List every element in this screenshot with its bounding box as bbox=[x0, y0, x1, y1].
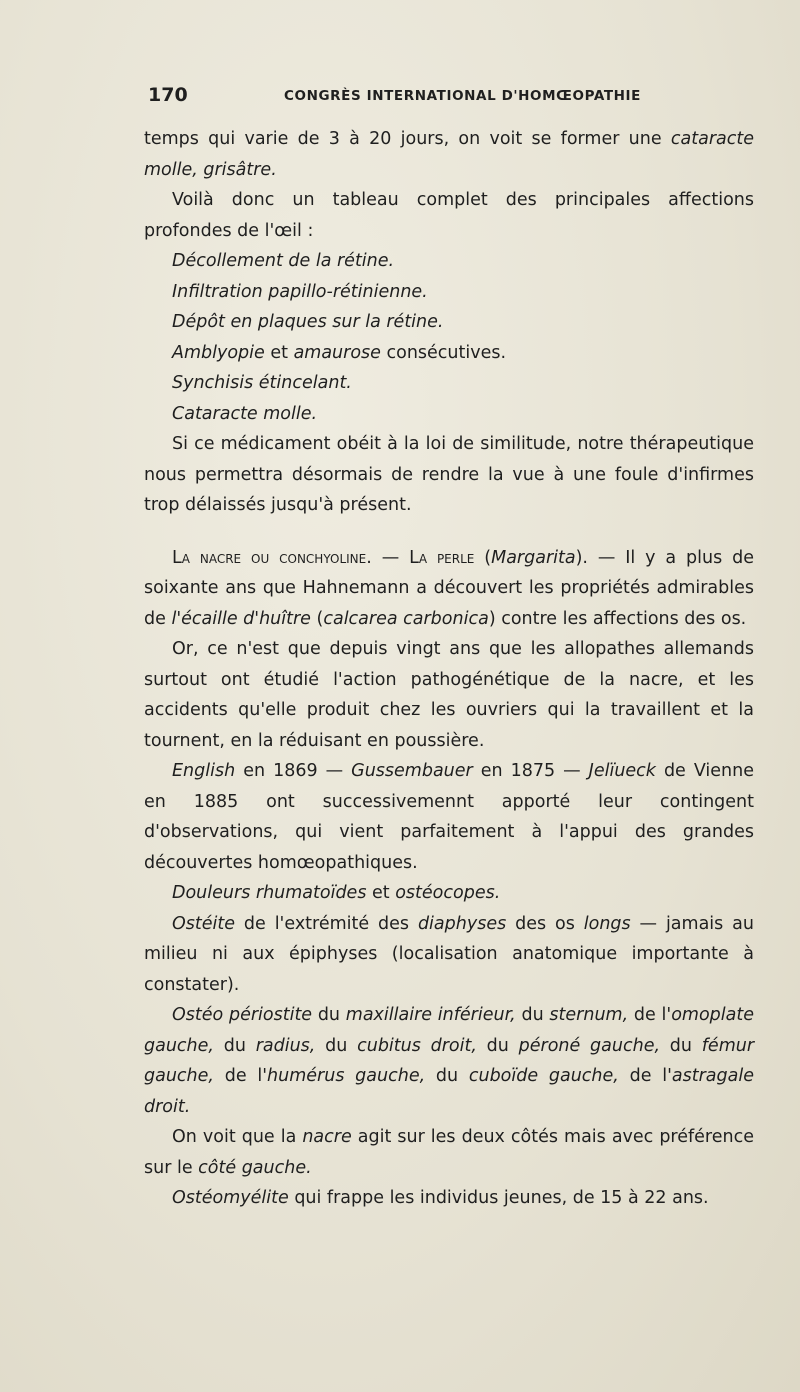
text-span: en 1869 — bbox=[235, 761, 352, 781]
list-item bbox=[144, 246, 754, 277]
italic-span: maxillaire inférieur, bbox=[345, 1005, 516, 1025]
text-span: de l'extrémité des bbox=[235, 913, 418, 934]
text-span: consécutives. bbox=[380, 342, 507, 363]
page-number: 170 bbox=[148, 84, 188, 106]
italic-span: Ostéomyélite bbox=[172, 1188, 289, 1208]
paragraph-11 bbox=[144, 1183, 754, 1214]
list-item bbox=[144, 368, 754, 399]
italic-span: Ostéite bbox=[172, 913, 236, 934]
section-paragraph bbox=[144, 543, 754, 635]
text-span: du bbox=[425, 1066, 469, 1086]
italic-span: ostéocopes. bbox=[395, 883, 501, 903]
paragraph-3: Si ce médicament obéit à la loi de similitude, notre thérapeutique nous permettra désormais de rendre la vue à une foule d'infirmes trop délaissés jusqu'à présent. bbox=[144, 434, 754, 515]
text-span: et bbox=[366, 883, 396, 903]
text-span: du bbox=[315, 1035, 358, 1056]
text-span: du bbox=[476, 1035, 519, 1056]
italic-span: cataracte molle, grisâtre. bbox=[144, 129, 754, 180]
italic-span: Dépôt en plaques sur la rétine. bbox=[172, 312, 444, 332]
text-span: ( bbox=[310, 608, 324, 629]
text-span: On voit que la bbox=[172, 1127, 303, 1147]
affections-list bbox=[144, 246, 754, 429]
italic-span: Douleurs rhumatoïdes bbox=[172, 883, 367, 903]
paragraph-7 bbox=[144, 878, 754, 909]
italic-span: Infiltration papillo-rétinienne. bbox=[172, 281, 428, 302]
text-span: et bbox=[264, 342, 294, 363]
text-span: des os bbox=[506, 913, 584, 934]
text-span: temps qui varie de 3 à 20 jours, on voit se former une bbox=[144, 129, 671, 149]
page-body bbox=[144, 124, 754, 1214]
italic-span: Margarita bbox=[491, 547, 576, 568]
page-header bbox=[148, 84, 748, 114]
text-span: ) contre les affections des os. bbox=[488, 608, 747, 629]
italic-span: fémur gauche, bbox=[144, 1035, 755, 1086]
italic-span: cuboïde gauche, bbox=[468, 1066, 619, 1086]
text-span: en 1875 — bbox=[472, 761, 589, 781]
italic-span: Synchisis étincelant. bbox=[172, 373, 352, 393]
italic-span: astragale droit. bbox=[144, 1066, 754, 1117]
italic-span: Ostéo périostite bbox=[172, 1005, 313, 1025]
list-item bbox=[144, 277, 754, 308]
text-span: de l' bbox=[628, 1005, 672, 1025]
list-item bbox=[144, 307, 754, 338]
paragraph-1 bbox=[144, 124, 754, 185]
text-span: ). — bbox=[575, 547, 626, 568]
italic-span: Gussembauer bbox=[351, 761, 473, 781]
text-span: du bbox=[515, 1005, 550, 1025]
text-span: ( bbox=[474, 547, 492, 568]
running-head: CONGRÈS INTERNATIONAL D'HOMŒOPATHIE bbox=[284, 88, 641, 104]
paragraph-9 bbox=[144, 1000, 754, 1122]
text-span: de l' bbox=[618, 1066, 672, 1086]
text-span: du bbox=[312, 1005, 346, 1025]
text-span: qui frappe les individus jeunes, de 15 à 22 ans. bbox=[288, 1188, 709, 1208]
text-span: agit sur les deux côtés mais avec préférence sur le bbox=[144, 1127, 754, 1178]
italic-span: l'écaille d'huître bbox=[171, 608, 311, 629]
text-span: de l' bbox=[213, 1066, 268, 1086]
italic-span: cubitus droit, bbox=[357, 1035, 477, 1056]
italic-span: Jelïueck bbox=[588, 761, 656, 781]
italic-span: amaurose bbox=[293, 342, 381, 363]
list-item bbox=[144, 338, 754, 369]
italic-span: longs bbox=[583, 913, 631, 934]
italic-span: omoplate gauche, bbox=[144, 1005, 754, 1056]
italic-span: radius, bbox=[255, 1035, 316, 1056]
italic-span: humérus gauche, bbox=[267, 1066, 426, 1086]
text-span: du bbox=[213, 1035, 256, 1056]
text-span: du bbox=[660, 1035, 702, 1056]
italic-span: English bbox=[172, 761, 236, 781]
list-item bbox=[144, 399, 754, 430]
italic-span: côté gauche. bbox=[198, 1157, 312, 1178]
italic-span: péroné gauche, bbox=[518, 1035, 661, 1056]
section-title: La nacre ou conchyoline. bbox=[172, 547, 372, 568]
paragraph-10 bbox=[144, 1122, 754, 1183]
italic-span: nacre bbox=[302, 1127, 352, 1147]
text-span: Il y a plus de soixante ans que Hahnemann a découvert les propriétés admirables de bbox=[144, 547, 754, 629]
text-span: de Vienne en 1885 ont successivemennt apporté leur contingent d'observations, qui vient parfaitement à l'appui des grandes découvertes homœopathiques. bbox=[144, 761, 754, 873]
paragraph-8 bbox=[144, 909, 754, 1001]
text-span: — bbox=[371, 547, 410, 568]
paragraph-5: Or, ce n'est que depuis vingt ans que les allopathes allemands surtout ont étudié l'action pathogénétique de la nacre, et les accidents qu'elle produit chez les ouvriers qui la travaillent et la tournent, en la réduisant en poussière. bbox=[144, 639, 754, 751]
paragraph-6 bbox=[144, 756, 754, 878]
italic-span: Cataracte molle. bbox=[172, 403, 318, 424]
italic-span: Amblyopie bbox=[172, 342, 265, 363]
paragraph-2: Voilà donc un tableau complet des principales affections profondes de l'œil : bbox=[144, 190, 754, 241]
section-title: La perle bbox=[409, 547, 475, 568]
italic-span: calcarea carbonica bbox=[323, 608, 489, 629]
section-gap bbox=[144, 521, 754, 543]
text-span: — jamais au milieu ni aux épiphyses (localisation anatomique importante à constater). bbox=[144, 913, 754, 995]
italic-span: diaphyses bbox=[417, 913, 507, 934]
italic-span: sternum, bbox=[549, 1005, 629, 1025]
italic-span: Décollement de la rétine. bbox=[172, 251, 395, 271]
